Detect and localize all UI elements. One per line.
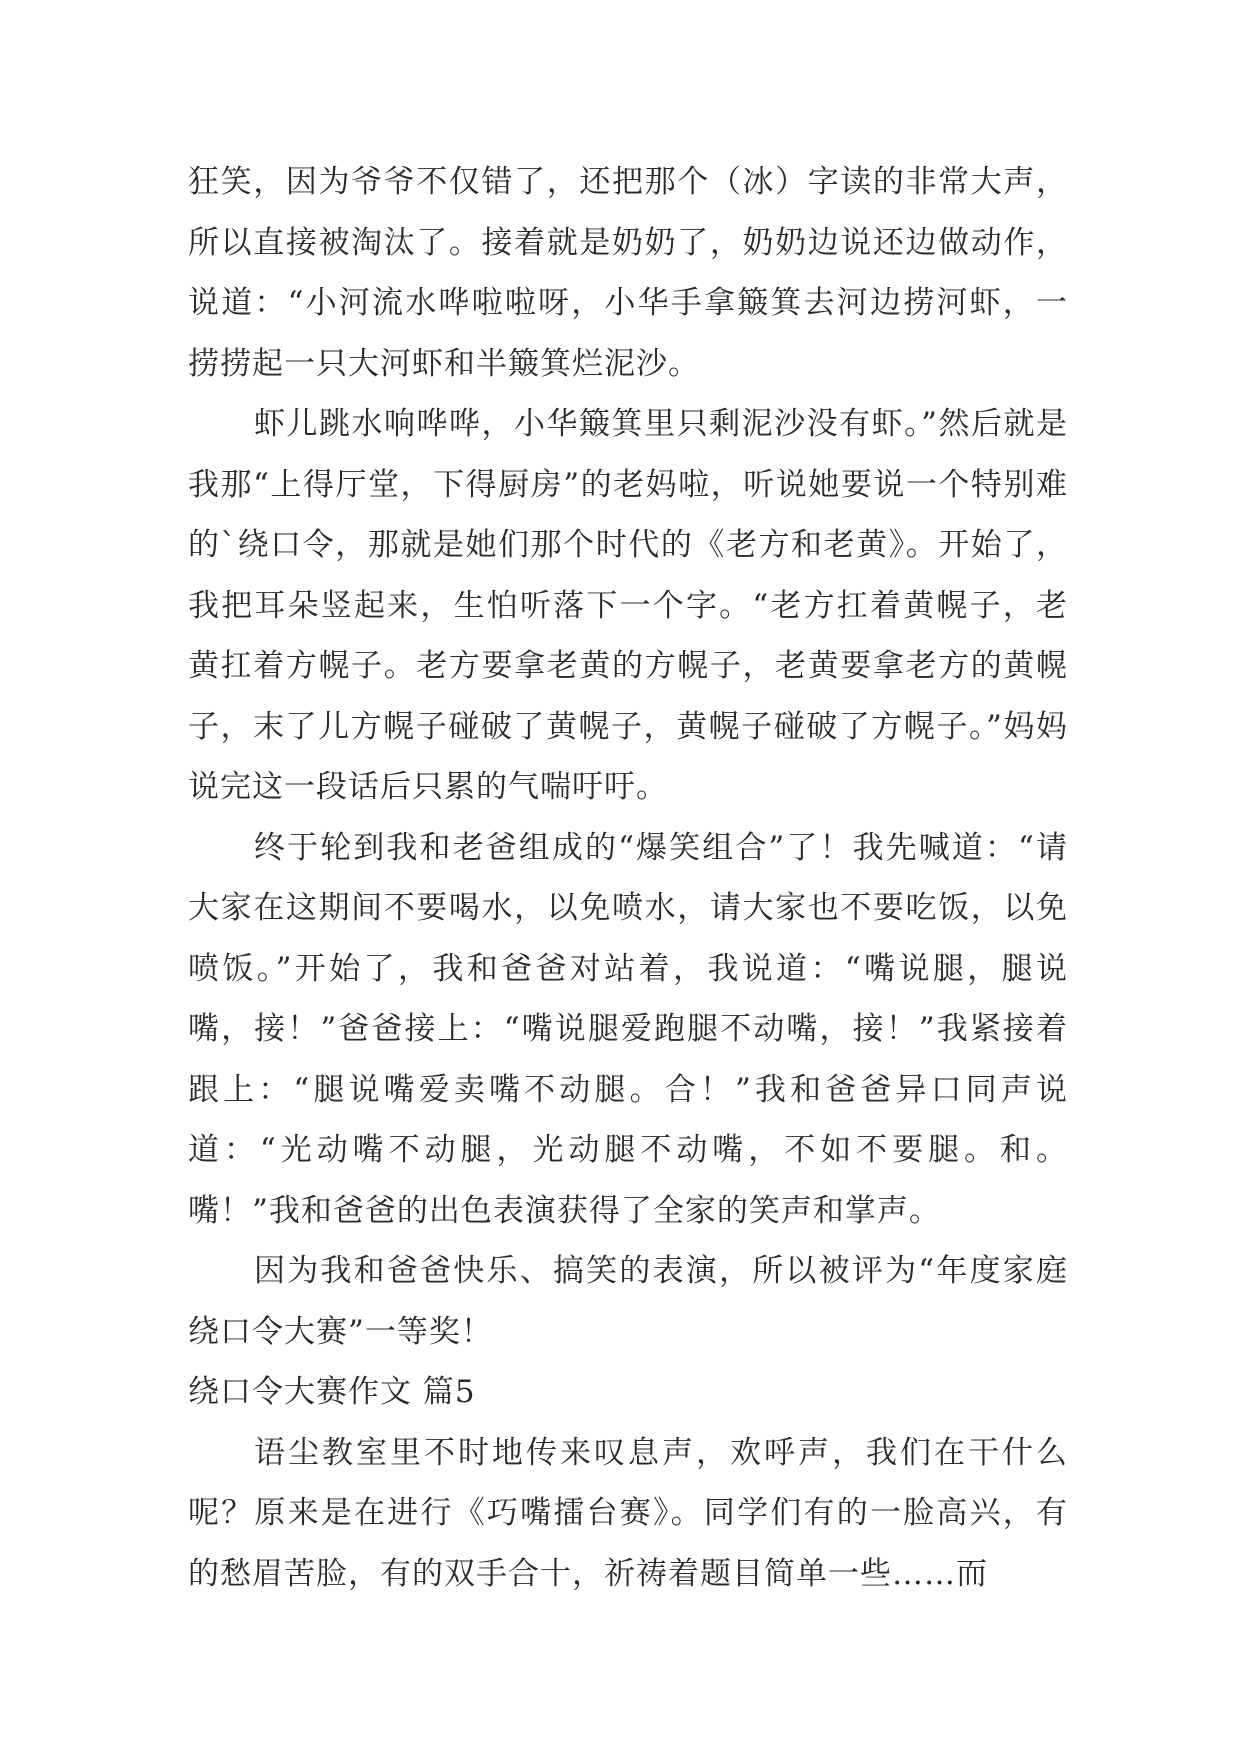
paragraph-2: 虾儿跳水响哗哗，小华簸箕里只剩泥沙没有虾。”然后就是我那“上得厅堂，下得厨房”的老妈啦，听说她要说一个特别难的`绕口令，那就是她们那个时代的《老方和老黄》。开始了，我把耳朵竖起来，生怕听落下一个字。“老方扛着黄幌子，老黄扛着方幌子。老方要拿老黄的方幌子，老黄要拿老方的黄幌子，末了儿方幌子碰破了黄幌子，黄幌子碰破了方幌子。”妈妈说完这一段话后只累的气喘吁吁。	[188, 406, 1068, 805]
paragraph-4: 因为我和爸爸快乐、搞笑的表演，所以被评为“年度家庭绕口令大赛”一等奖！	[188, 1253, 1068, 1350]
section-heading: 绕口令大赛作文 篇5	[188, 1374, 476, 1410]
paragraph-3: 终于轮到我和老爸组成的“爆笑组合”了！我先喊道：“请大家在这期间不要喝水，以免喷水，请大家也不要吃饭，以免喷饭。”开始了，我和爸爸对站着，我说道：“嘴说腿，腿说嘴，接！”爸爸接上：“嘴说腿爱跑腿不动嘴，接！”我紧接着跟上：“腿说嘴爱卖嘴不动腿。合！”我和爸爸异口同声说道：“光动嘴不动腿，光动腿不动嘴，不如不要腿。和。嘴！”我和爸爸的出色表演获得了全家的笑声和掌声。	[188, 829, 1068, 1229]
document-body	[188, 152, 1068, 1604]
paragraph-1: 狂笑，因为爷爷不仅错了，还把那个（冰）字读的非常大声，所以直接被淘汰了。接着就是奶奶了，奶奶边说还边做动作，说道：“小河流水哗啦啦呀，小华手拿簸箕去河边捞河虾，一捞捞起一只大河虾和半簸箕烂泥沙。	[188, 164, 1068, 382]
paragraph-5: 语尘教室里不时地传来叹息声，欢呼声，我们在干什么呢？原来是在进行《巧嘴擂台赛》。同学们有的一脸高兴，有的愁眉苦脸，有的双手合十，祈祷着题目简单一些……而	[188, 1434, 1068, 1592]
